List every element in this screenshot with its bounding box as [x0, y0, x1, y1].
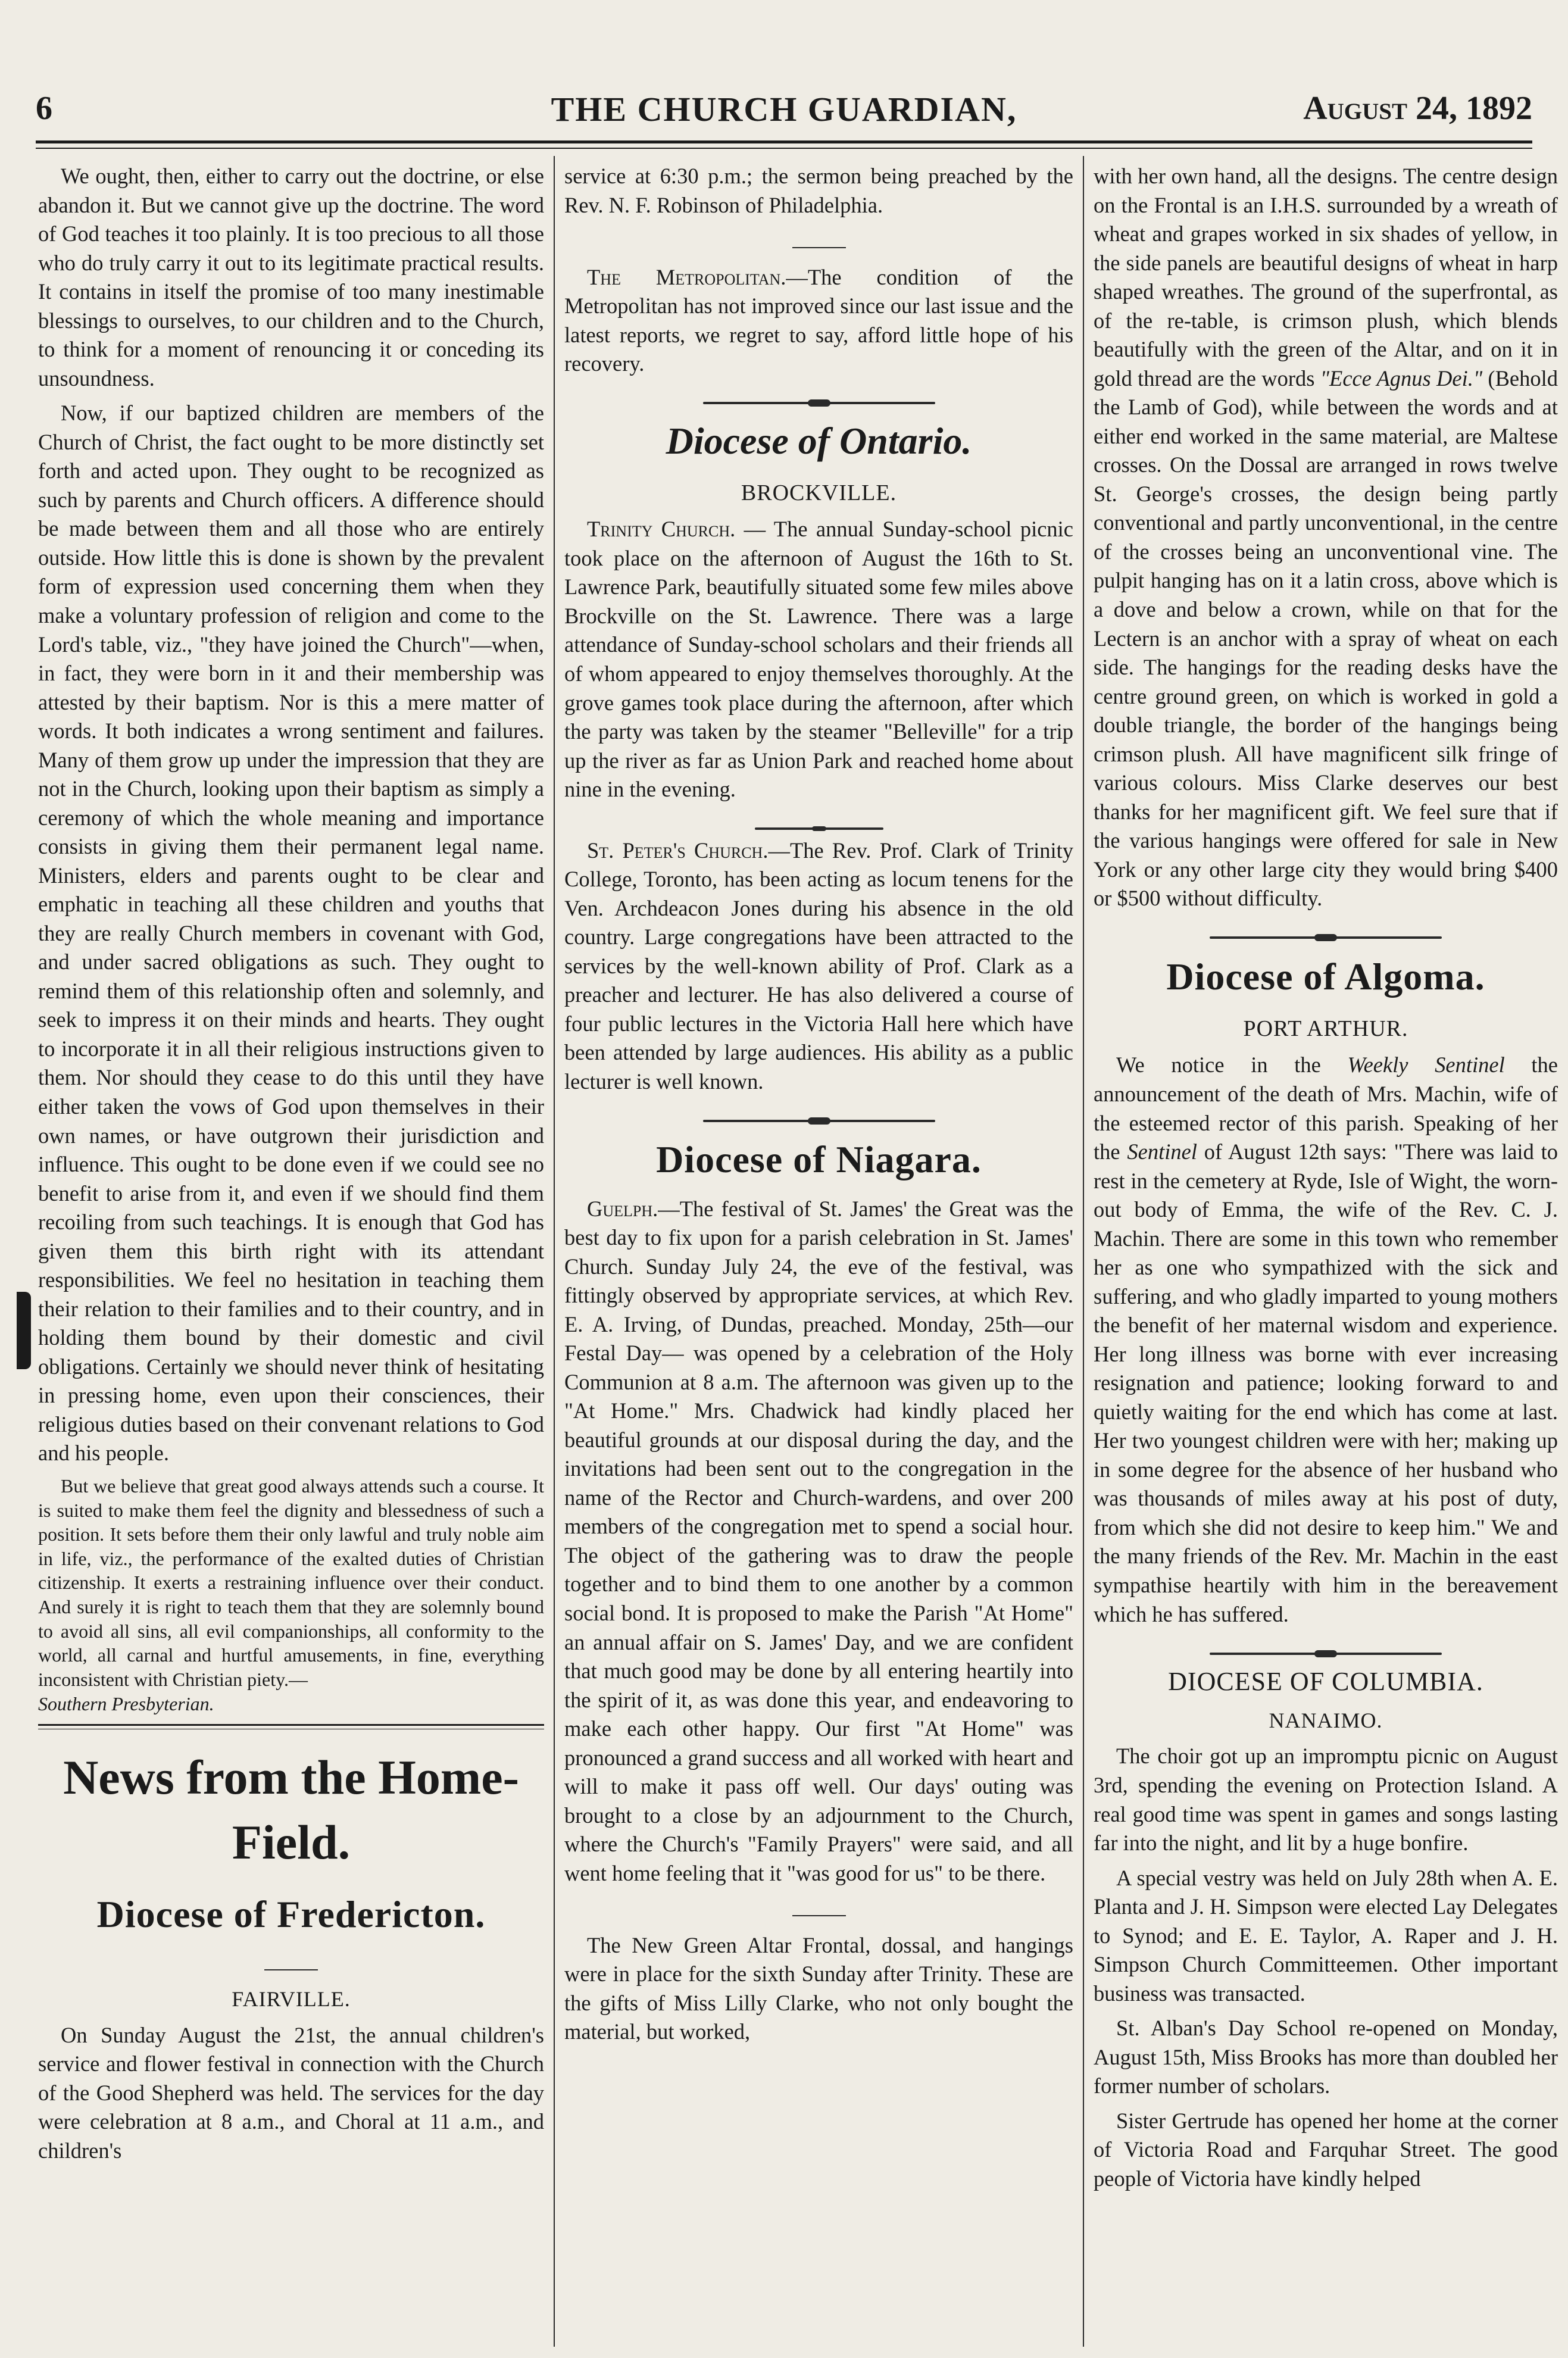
ornament-rule — [1094, 1637, 1558, 1653]
article-paragraph: The New Green Altar Frontal, dossal, and hangings were in place for the sixth Sunday after Trinity. These are the gifts of Miss Lilly Clarke, who not only bought the material, but worked, — [564, 1932, 1073, 2044]
publication-name: Sentinel — [1127, 1139, 1197, 1164]
article-text: (Behold the Lamb of God), while between the words and at either end worked in the same material, are Maltese crosses. On the Dossal are arranged in rows twelve St. George's crosses, the design being partly conventional and partly unconventional, in the centre of the crosses being an unconventional vine. The pulpit hanging has on it a latin cross, above which is a dove and below a crown, while on that for the Lectern is an anchor with a spray of wheat on each side. The hangings for the reading desks have the centre ground green, on which is worked in gold a double triangle, the border of the hangings being crimson plush. All have magnificent silk fringe of various colours. Miss Clarke deserves our best thanks for her magnificent gift. We feel sure that if the various hangings were offered for sale in New York or any other large city they would bring $400 or $500 without difficulty. — [1094, 366, 1558, 911]
article-paragraph: A special vestry was held on July 28th when A. E. Planta and J. H. Simpson were elected Lay Delegates to Synod; and E. E. Taylor, A. Raper and J. H. Simpson Church Committeemen. Other important business was transacted. — [1094, 1865, 1558, 2006]
article-text: the announcement of the death of Mrs. Machin, wife of the esteemed rector of this parish. Speaking of her the — [1094, 1052, 1558, 1164]
margin-mark — [17, 1292, 31, 1369]
diocese-heading: Diocese of Niagara. — [656, 1138, 982, 1181]
column-divider — [1083, 156, 1084, 2347]
column-2 — [564, 162, 1073, 2341]
article-paragraph — [564, 1195, 1073, 1888]
article-paragraph: The choir got up an impromptu picnic on August 3rd, spending the evening on Protection Island. A real good time was spent in games and songs lasting far into the night, and lit by a huge bonfire. — [1094, 1744, 1558, 1856]
article-paragraph — [38, 1474, 544, 1716]
article-paragraph: Now, if our baptized children are members of the Church of Christ, the fact ought to be more distinctly set forth and acted upon. They ought to be recognized as such by parents and Church officers. A difference should be made between them and all those who are entirely outside. How little this is done is shown by the prevalent form of expression used concerning them when they make a voluntary profession of religion and come to the Lord's table, viz., "they have joined the Church"—when, in fact, they were born in it and their membership was attested by their baptism. Nor is this a mere matter of words. It both indicates a wrong sentiment and failures. Many of them grow up under the impression that they are not in the Church, looking upon their baptism as simply a ceremony of which the whole meaning and importance consists in giving them their permanent legal name. Ministers, elders and parents ought to be clear and emphatic in teaching all these children and youths that they are really Church members in covenant with God, and under sacred obligations as such. They ought to remind them of this relationship often and solemnly, and seek to impress it on their minds and hearts. They ought to incorporate it in all their religious instructions given to them. Nor should they cease to do this until they have either taken the vows of God upon themselves in their own names, or have outgrown their jurisdiction and influence. This ought to be done even if we could see no benefit to arise from it, and even if we should find them recoiling from such teachings. It is enough that God has given them this birth right with its attendant responsibilities. We feel no hesitation in teaching them their relation to their families and to their country, and in holding them bound by their domestic and civil obligations. Certainly we should never think of hesitating in pressing home, even upon their consciences, their religious duties based on their convenant relations to God and his people. — [38, 401, 544, 1466]
article-source: Southern Presbyterian. — [38, 1692, 214, 1714]
short-rule — [564, 1895, 1073, 1924]
place-heading: NANAIMO. — [1269, 1708, 1383, 1732]
header-rule-thin — [36, 148, 1532, 149]
header-rule — [36, 140, 1532, 143]
page-number: 6 — [36, 90, 52, 127]
ornament-rule — [564, 813, 1073, 828]
place-heading: FAIRVILLE. — [232, 1987, 351, 2011]
article-text: — The annual Sunday-school picnic took place on the afternoon of August the 16th to St. Lawrence Park, beautifully situated some few miles above Brockville on the St. Lawrence. There was a large attendance of Sunday-school scholars and their friends all of whom appeared to enjoy themselves thoroughly. At the grove games took place during the afternoon, after which the party was taken by the steamer "Belleville" for a trip up the river as far as Union Park and reached home about nine in the evening. — [564, 517, 1073, 802]
diocese-heading: DIOCESE OF COLUMBIA. — [1168, 1667, 1483, 1697]
diocese-heading: Diocese of Ontario. — [666, 419, 972, 462]
item-lead: St. Peter's Church. — [587, 838, 769, 863]
article-paragraph — [1094, 162, 1558, 913]
item-lead: Trinity Church. — [587, 517, 736, 542]
place-heading: BROCKVILLE. — [741, 480, 897, 505]
article-paragraph — [1094, 1051, 1558, 1629]
article-text: We notice in the — [1116, 1052, 1348, 1078]
article-paragraph: We ought, then, either to carry out the doctrine, or else abandon it. But we cannot give up the doctrine. The word of God teaches it too plainly. It is too precious to all those who do truly carry it out to its legitimate practical results. It contains in itself the promise of too many inestimable blessings to ourselves, to our children and to the Church, to think for a moment of renouncing it or conceding its unsoundness. — [38, 164, 544, 391]
article-paragraph: St. Alban's Day School re-opened on Monday, August 15th, Miss Brooks has more than doubled her former number of scholars. — [1094, 2016, 1558, 2098]
article-text: of August 12th says: "There was laid to rest in the cemetery at Ryde, Isle of Wight, the worn-out body of Emma, the wife of the Rev. C. J. Machin. There are some in this town who remember her as one who sympathized with the sick and suffering, and who gladly imparted to young mothers the benefit of her maternal wisdom and experience. Her long illness was borne with ever increasing resignation and patience; looking forward to and quietly waiting for the end which has come at last. Her two youngest children were with her; making up in some degree for the absence of her husband who was thousands of miles away at his post of duty, from which she did not desire to keep him." We and the many friends of the Rev. Mr. Machin in the east sympathise heartily with him in the bereavement which he has suffered. — [1094, 1139, 1558, 1626]
short-rule — [564, 227, 1073, 256]
article-text: But we believe that great good always attends such a course. It is suited to make them feel the dignity and blessedness of such a position. It sets before them their only lawful and truly noble aim in life, viz., the performance of the exalted duties of Christian citizenship. It exerts a restraining influence over their conduct. And surely it is right to teach them that they are solemnly bound to avoid all sins, all evil companionships, all conformity to the world, all carnal and hurtful amusements, in fine, everything inconsistent with Christian piety.— — [38, 1475, 544, 1690]
article-paragraph: On Sunday August the 21st, the annual children's service and flower festival in connection with the Church of the Good Shepherd was held. The services for the day were celebration at 8 a.m., and Choral at 11 a.m., and children's — [38, 2022, 544, 2163]
diocese-heading: Diocese of Algoma. — [1166, 955, 1485, 998]
article-text: —The festival of St. James' the Great was the best day to fix upon for a parish celebration in St. James' Church. Sunday July 24, the eve of the festival, was fittingly observed by appropriate services, at which Rev. E. A. Irving, of Dundas, preached. Monday, 25th—our Festal Day— was opened by a celebration of the Holy Communion at 8 a.m. The afternoon was given up to the "At Home." Mrs. Chadwick had kindly placed her beautiful grounds at our disposal during the day, and the invitations had been sent out to the congregation in the name of the Rector and Church-wardens, and over 200 members of the congregation met to spend a social hour. The object of the gathering was to draw the people together and to bind them to one another by a common social bond. It is proposed to make the Parish "At Home" an annual affair on S. James' Day, and we are confident that much good may be done by all entering heartily into the spirit of it, as was done this year, and endeavoring to make each other happy. Our first "At Home" was pronounced a grand success and all worked with heart and will to make it pass off well. Our days' outing was brought to a close by an adjournment to the Church, where the Church's "Family Prayers" were said, and all went home feeling that it "was good for us" to be there. — [564, 1196, 1073, 1885]
article-text: —The Rev. Prof. Clark of Trinity College, Toronto, has been acting as locum tenens for the Ven. Archdeacon Jones during his absence in the old country. Large congregations have been attracted to the services by the well-known ability of Prof. Clark as a preacher and lecturer. He has also delivered a course of four public lectures in the Victoria Hall here which have been attended by large audiences. His ability as a public lecturer is well known. — [564, 838, 1073, 1094]
item-lead: Guelph. — [587, 1196, 658, 1221]
latin-phrase: "Ecce Agnus Dei." — [1320, 366, 1483, 391]
ornament-rule — [564, 387, 1073, 402]
article-paragraph — [564, 515, 1073, 804]
place-heading: PORT ARTHUR. — [1243, 1016, 1408, 1041]
diocese-heading: Diocese of Fredericton. — [96, 1893, 486, 1936]
issue-date: August 24, 1892 — [1303, 90, 1532, 127]
news-section-heading: News from the Home-Field. — [63, 1750, 519, 1870]
article-paragraph — [564, 263, 1073, 379]
article-paragraph: service at 6:30 p.m.; the sermon being preached by the Rev. N. F. Robinson of Philadelphia. — [564, 164, 1073, 217]
masthead-title: THE CHURCH GUARDIAN, — [551, 90, 1017, 129]
ornament-rule — [1094, 922, 1558, 937]
column-3 — [1094, 162, 1558, 2341]
publication-name: Weekly Sentinel — [1347, 1052, 1505, 1078]
ornament-rule — [564, 1104, 1073, 1120]
section-rule — [38, 1724, 544, 1729]
article-text: —The condition of the Metropolitan has not improved since our last issue and the latest reports, we regret to say, afford little hope of his recovery. — [564, 264, 1073, 376]
column-1 — [38, 162, 544, 2341]
column-divider — [554, 156, 555, 2347]
short-rule — [38, 1949, 544, 1978]
article-paragraph: Sister Gertrude has opened her home at the corner of Victoria Road and Farquhar Street. The good people of Victoria have kindly helped — [1094, 2108, 1558, 2191]
article-text: with her own hand, all the designs. The centre design on the Frontal is an I.H.S. surrounded by a wreath of wheat and grapes worked in six shades of yellow, in the side panels are beautiful designs of wheat in harp shaped wreathes. The ground of the superfrontal, as of the re-table, is crimson plush, which blends beautifully with the green of the Altar, and on it in gold thread are the words — [1094, 164, 1558, 391]
article-paragraph — [564, 836, 1073, 1097]
item-lead: The Metropolitan. — [587, 264, 786, 289]
page-header — [36, 89, 1532, 131]
